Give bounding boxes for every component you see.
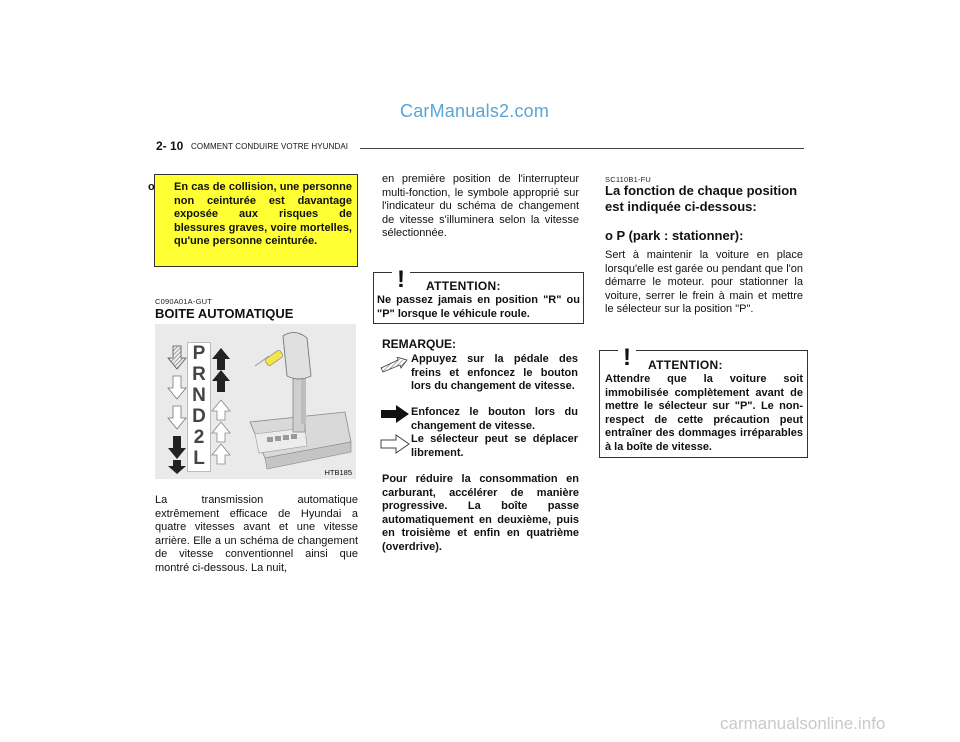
attention-box-park — [599, 344, 808, 458]
attention-title-park: ATTENTION: — [648, 358, 723, 372]
gear-letter-strip — [187, 342, 211, 472]
watermark-bottom: carmanualsonline.info — [720, 714, 886, 733]
gear-letter-l: L — [193, 448, 205, 469]
solid-down-arrow-icon — [168, 436, 186, 459]
positions-title: La fonction de chaque position est indiquée ci-dessous: — [605, 183, 798, 214]
remark-item-3: Le sélecteur peut se déplacer librement. — [411, 433, 578, 459]
outline-down-arrow-icon — [168, 406, 186, 429]
solid-up-arrow-icon — [212, 348, 230, 370]
watermark-top: CarManuals2.com — [400, 101, 550, 121]
attention-text-park: Attendre que la voiture soit immobilisée complètement avant de mettre le sélecteur sur "P". Le non-respect de cette précaution peut entraîner des dommages irréparables à la boîte de vitesse. — [605, 373, 803, 453]
section-code-left: C090A01A-GUT — [155, 297, 213, 306]
gear-letter-n: N — [192, 385, 206, 406]
collision-warning-box — [148, 174, 358, 267]
exclamation-icon — [618, 343, 636, 369]
park-position-title: o P (park : stationner): — [605, 228, 744, 243]
bullet-marker: o — [148, 181, 155, 193]
attention-title: ATTENTION: — [426, 279, 501, 293]
section-title: COMMENT CONDUIRE VOTRE HYUNDAI — [191, 142, 349, 151]
gear-selector-figure — [155, 324, 356, 479]
section-title-automatic: BOITE AUTOMATIQUE — [155, 306, 294, 321]
outline-down-arrow-icon — [168, 376, 186, 399]
outline-up-arrow-icon — [212, 400, 230, 420]
collision-warning-text — [148, 181, 352, 249]
outline-up-arrow-icon — [212, 422, 230, 442]
hatched-down-arrow-icon — [168, 346, 186, 369]
section-code-right: SC110B1-FU — [605, 175, 652, 184]
gear-letter-2: 2 — [193, 427, 205, 448]
attention-box-reverse — [373, 266, 584, 324]
park-position-text: Sert à maintenir la voiture en place lorsqu'elle est garée ou pendant que l'on démarre le moteur. pour stationner la voiture, serrer le frein à main et mettre le sélecteur sur la position "P". — [605, 249, 803, 316]
fuel-saving-tip: Pour réduire la consommation en carburant, accélérer de manière progressive. La boîte passe automatiquement en deuxième, puis en troisième et enfin en quatrième (overdrive). — [382, 473, 579, 553]
remark-item-1: Appuyez sur la pédale des freins et enfoncez le bouton lors du changement de vitesse. — [411, 353, 578, 393]
attention-text: Ne passez jamais en position "R" ou "P" lorsque le véhicule roule. — [377, 294, 580, 320]
left-arrow-column — [167, 344, 187, 474]
automatic-intro-text: La transmission automatique extrêmement efficace de Hyundai a quatre vitesses avant et une vitesse arrière. Elle a un schéma de changement de vitesse conventionnel ainsi que montré ci-dessous. La nuit, — [155, 494, 358, 574]
right-arrow-column — [211, 346, 231, 476]
page-number: 2- 10 — [156, 139, 184, 153]
outline-up-arrow-icon — [212, 444, 230, 464]
collision-warning-body: En cas de collision, une personne non ceinturée est davantage exposée aux risques de blessures graves, voire mortelles, qu'une personne ceinturée. — [174, 181, 352, 247]
gear-letter-r: R — [192, 364, 206, 385]
gear-letter-d: D — [192, 406, 206, 427]
svg-text:!: ! — [623, 344, 631, 369]
gear-indicator-text: en première position de l'interrupteur multi-fonction, le symbole approprié sur l'indicateur du schéma de changement de vitesse s'illuminera selon la vitesse sélectionnée. — [382, 173, 579, 240]
solid-down-arrow-icon — [168, 460, 186, 474]
svg-text:!: ! — [397, 266, 405, 291]
header-rule — [360, 148, 804, 149]
hatched-arrow-icon — [380, 357, 408, 373]
gear-letter-p: P — [192, 343, 206, 364]
remark-title: REMARQUE: — [382, 337, 456, 351]
remark-item-2: Enfoncez le bouton lors du changement de vitesse. — [411, 406, 578, 432]
exclamation-icon — [392, 265, 410, 291]
solid-up-arrow-icon — [212, 370, 230, 392]
outline-arrow-icon — [380, 434, 410, 454]
figure-caption: HTB185 — [324, 468, 352, 477]
solid-arrow-icon — [380, 404, 410, 424]
